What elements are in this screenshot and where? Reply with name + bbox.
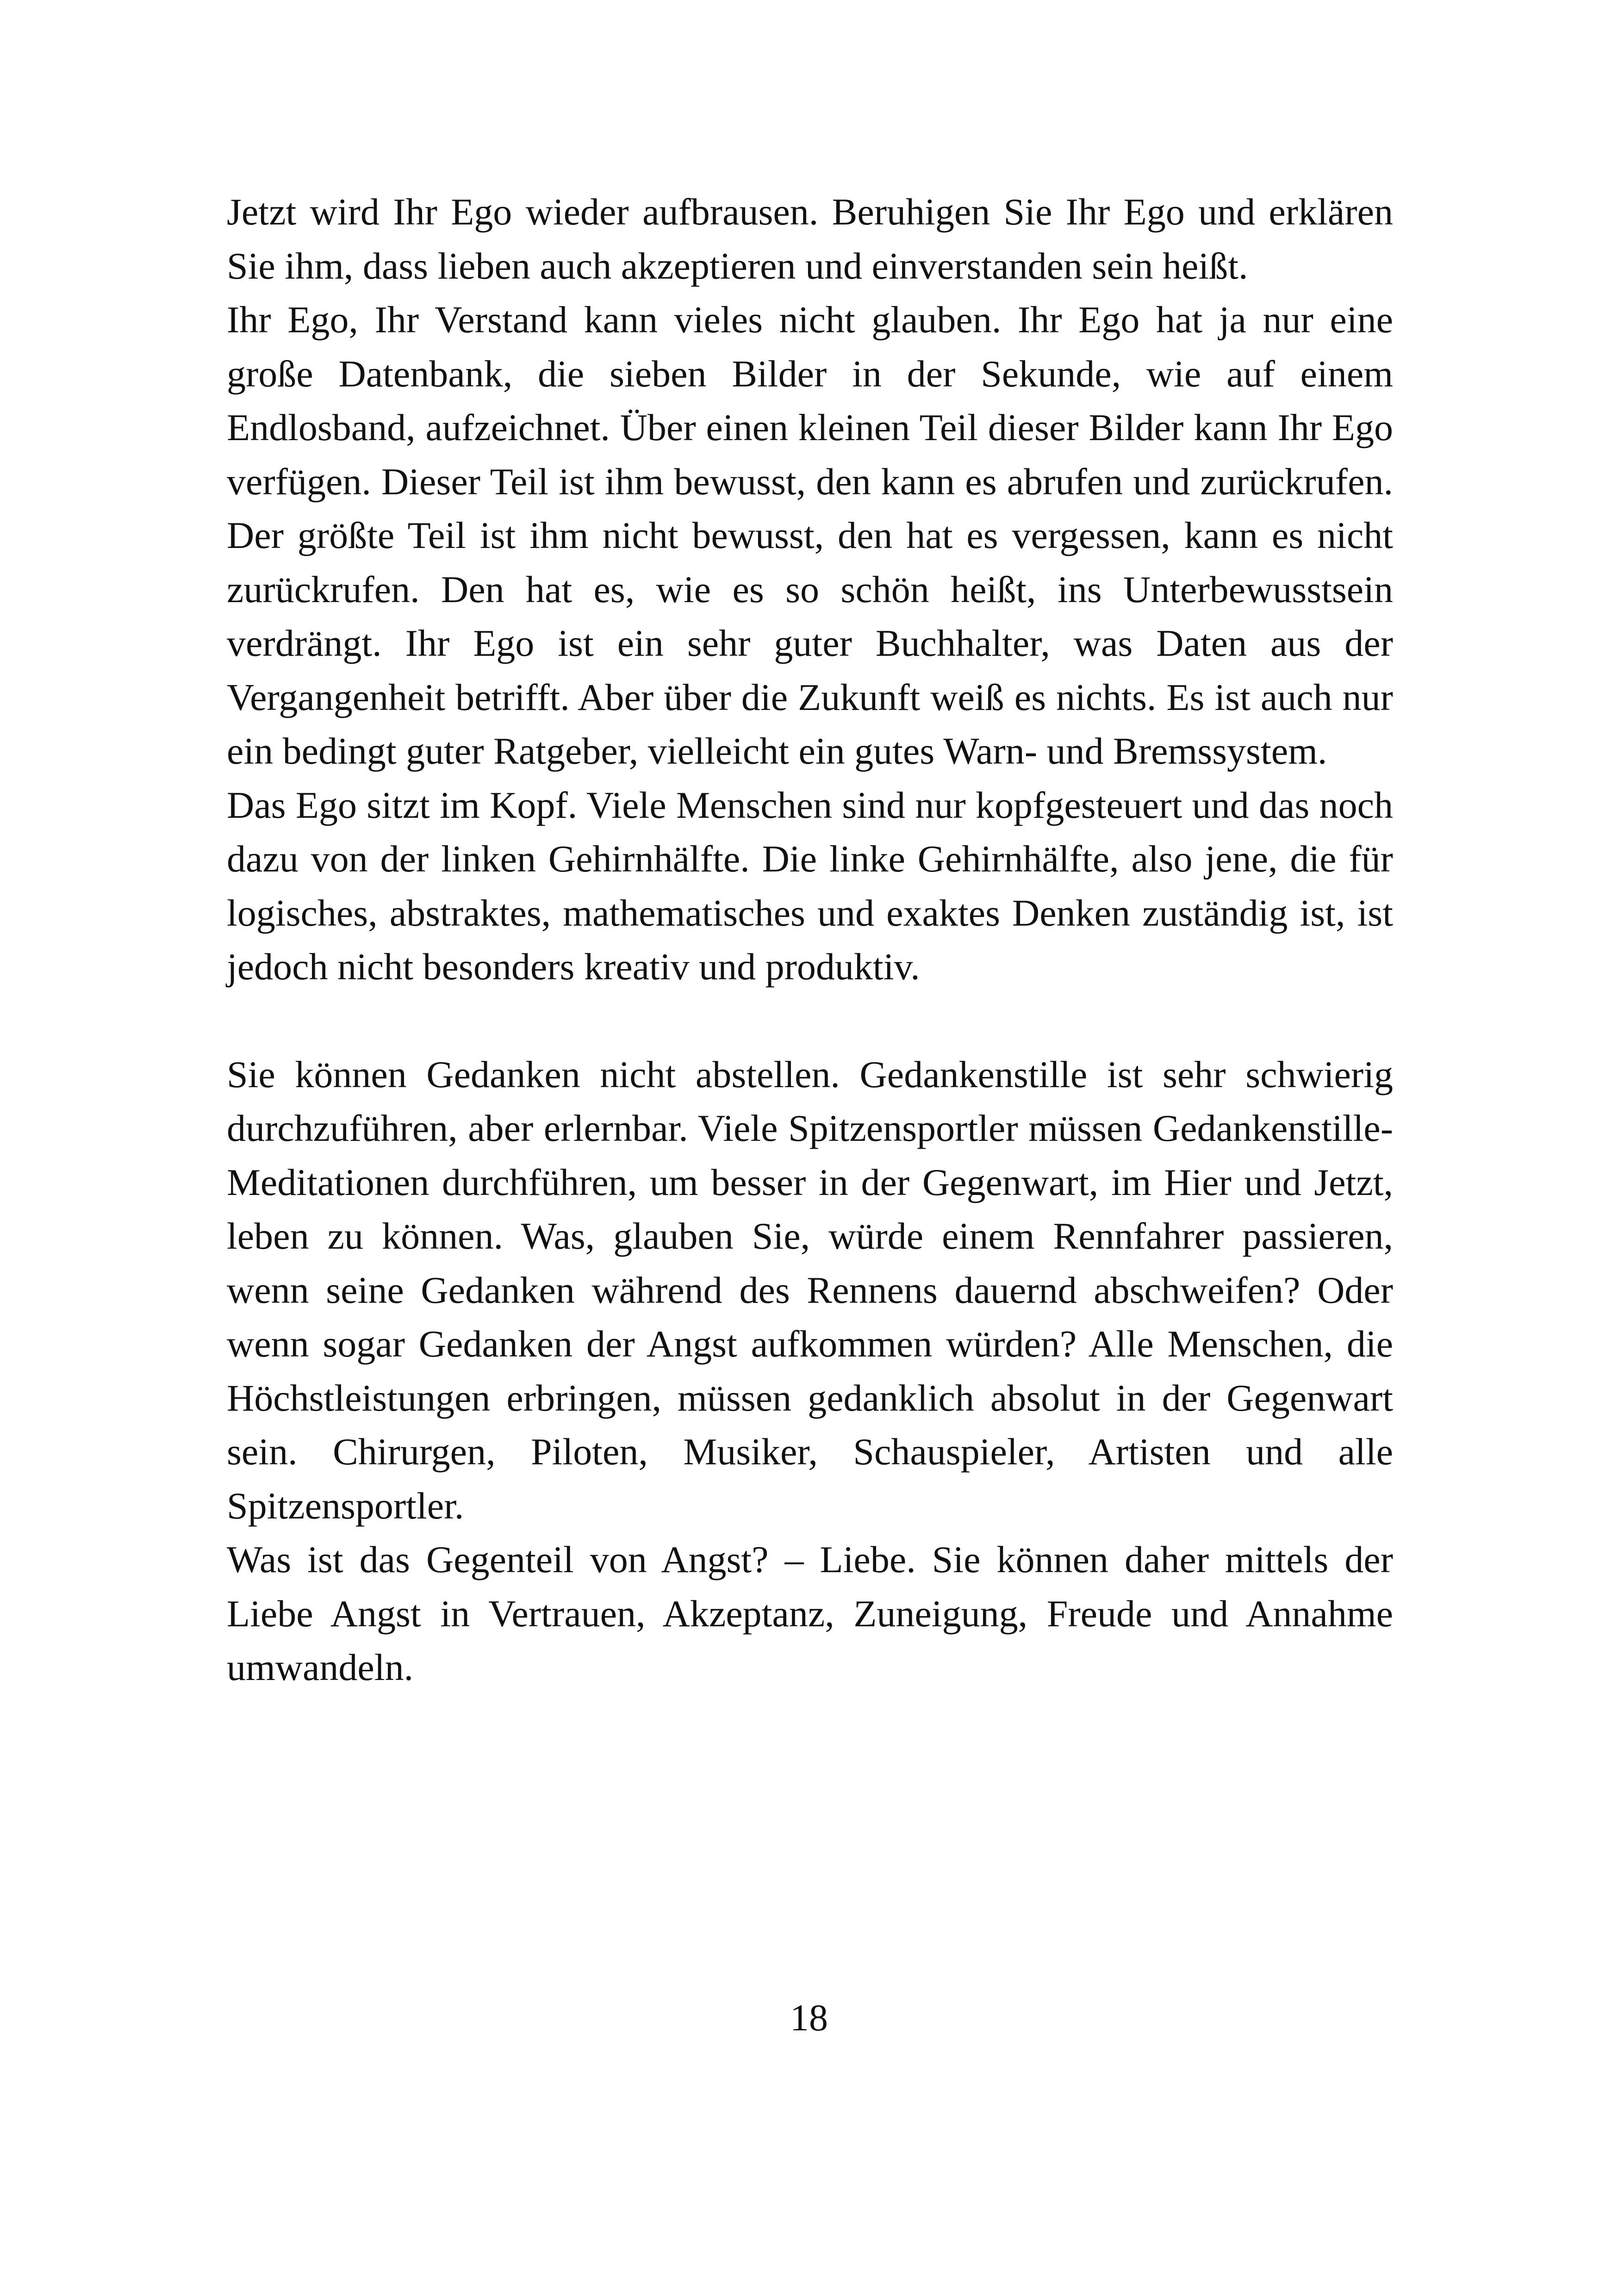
paragraph-angst-liebe: Was ist das Gegenteil von Angst? – Liebe. Sie können daher mittels der Liebe Angst in Vertrauen, Akzeptanz, Zuneigung, Freude und Annahme umwandeln.	[227, 1538, 1393, 1688]
paragraph-gap	[227, 994, 1393, 1048]
paragraph-ego-aufbrausen: Jetzt wird Ihr Ego wieder aufbrausen. Beruhigen Sie Ihr Ego und erklären Sie ihm, dass lieben auch akzeptieren und einverstanden sein heißt.	[227, 191, 1393, 287]
paragraph-ego-datenbank: Ihr Ego, Ihr Verstand kann vieles nicht glauben. Ihr Ego hat ja nur eine große Datenbank, die sieben Bilder in der Sekunde, wie auf einem Endlosband, aufzeichnet. Über einen kleinen Teil dieser Bilder kann Ihr Ego verfügen. Dieser Teil ist ihm bewusst, den kann es abrufen und zurückrufen. Der größte Teil ist ihm nicht bewusst, den hat es vergessen, kann es nicht zurückrufen. Den hat es, wie es so schön heißt, ins Unterbewusstsein verdrängt. Ihr Ego ist ein sehr guter Buchhalter, was Daten aus der Vergangenheit betrifft. Aber über die Zukunft weiß es nichts. Es ist auch nur ein bedingt guter Ratgeber, vielleicht ein gutes Warn- und Bremssystem.	[227, 299, 1393, 772]
page-number: 18	[790, 1997, 828, 2039]
paragraph-gedankenstille: Sie können Gedanken nicht abstellen. Gedankenstille ist sehr schwierig durchzuführen, aber erlernbar. Viele Spitzensportler müssen Gedankenstille-Meditationen durchführen, um besser in der Gegenwart, im Hier und Jetzt, leben zu können. Was, glauben Sie, würde einem Rennfahrer passieren, wenn seine Gedanken während des Rennens dauernd abschweifen? Oder wenn sogar Gedanken der Angst aufkommen würden? Alle Menschen, die Höchstleistungen erbringen, müssen gedanklich absolut in der Gegenwart sein. Chirurgen, Piloten, Musiker, Schauspieler, Artisten und alle Spitzensportler.	[227, 1053, 1393, 1527]
body-text	[227, 185, 1393, 1695]
paragraph-ego-kopf: Das Ego sitzt im Kopf. Viele Menschen sind nur kopfgesteuert und das noch dazu von der linken Gehirnhälfte. Die linke Gehirnhälfte, also jene, die für logisches, abstraktes, mathematisches und exaktes Denken zuständig ist, ist jedoch nicht besonders kreativ und produktiv.	[227, 784, 1393, 988]
